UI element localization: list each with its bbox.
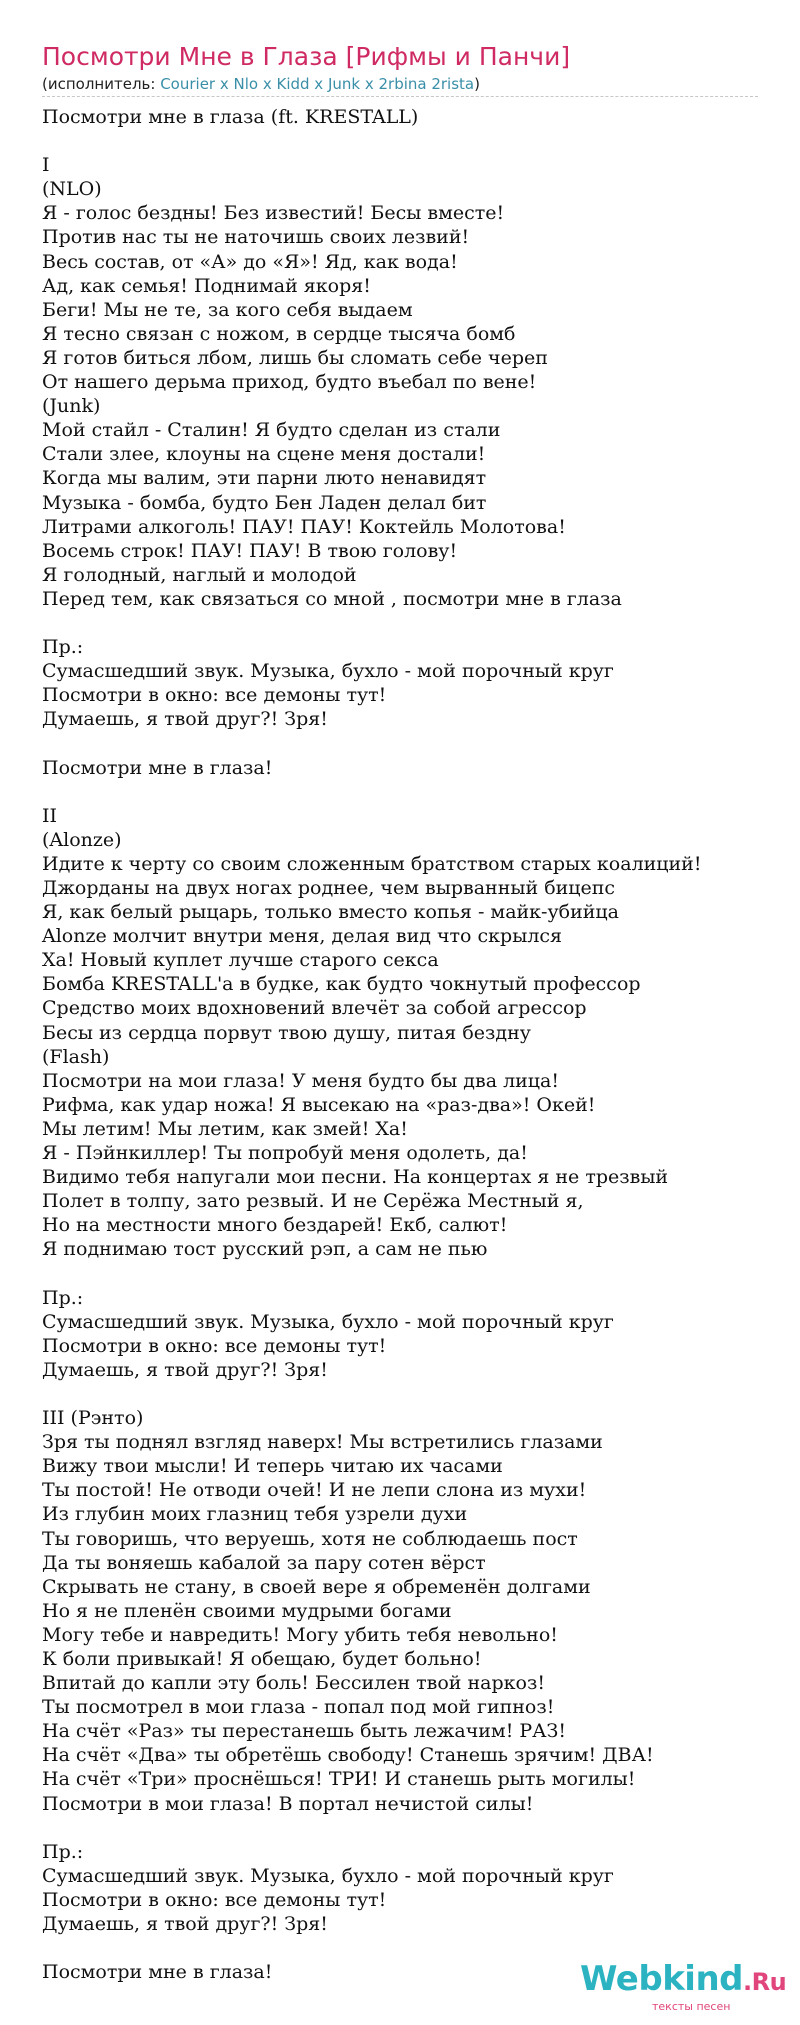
song-page bbox=[42, 0, 758, 1984]
lyrics-line: Впитай до капли эту боль! Бессилен твой наркоз! bbox=[42, 1672, 545, 1695]
lyrics-line: Посмотри в окно: все демоны тут! bbox=[42, 1888, 387, 1911]
lyrics-line: Сумасшедший звук. Музыка, бухло - мой порочный круг bbox=[42, 1864, 614, 1887]
lyrics-line: Я поднимаю тост русский рэп, а сам не пью bbox=[42, 1238, 488, 1261]
lyrics-line: Я готов биться лбом, лишь бы сломать себе череп bbox=[42, 346, 548, 369]
lyrics-line: Сумасшедший звук. Музыка, бухло - мой порочный круг bbox=[42, 660, 614, 683]
lyrics-line: I bbox=[42, 154, 50, 177]
lyrics-line: Скрывать не стану, в своей вере я обременён долгами bbox=[42, 1575, 591, 1598]
lyrics-line: Я - голос бездны! Без известий! Бесы вместе! bbox=[42, 202, 505, 225]
lyrics-line: Ты говоришь, что веруешь, хотя не соблюдаешь пост bbox=[42, 1527, 578, 1550]
lyrics-blank-line bbox=[42, 731, 758, 755]
lyrics-blank-line bbox=[42, 1936, 758, 1960]
lyrics-line: Пр.: bbox=[42, 1840, 84, 1863]
lyrics-line: Средство моих вдохновений влечёт за собой агрессор bbox=[42, 997, 587, 1020]
lyrics-line: Из глубин моих глазниц тебя узрели духи bbox=[42, 1503, 468, 1526]
lyrics-line: Полет в толпу, зато резвый. И не Серёжа Местный я, bbox=[42, 1190, 584, 1213]
lyrics-line: Посмотри в мои глаза! В портал нечистой силы! bbox=[42, 1792, 534, 1815]
artist-link[interactable]: Courier x Nlo x Kidd x Junk x 2rbina 2rista bbox=[160, 75, 475, 93]
lyrics-line: Джорданы на двух ногах роднее, чем вырванный бицепс bbox=[42, 877, 616, 899]
lyrics-line: Сумасшедший звук. Музыка, бухло - мой порочный круг bbox=[42, 1310, 614, 1333]
lyrics-line: Посмотри на мои глаза! У меня будто бы два лица! bbox=[42, 1069, 559, 1092]
lyrics-line: На счёт «Раз» ты перестанешь быть лежачим! РАЗ! bbox=[42, 1720, 567, 1743]
lyrics-line: От нашего дерьма приход, будто въебал по вене! bbox=[42, 371, 537, 394]
lyrics-line: Мой стайл - Сталин! Я будто сделан из стали bbox=[42, 419, 501, 442]
lyrics-line: Да ты воняешь кабалой за пару сотен вёрст bbox=[42, 1551, 486, 1574]
lyrics-line: Беги! Мы не те, за кого себя выдаем bbox=[42, 298, 413, 321]
artist-line bbox=[42, 74, 758, 94]
lyrics-line: Посмотри в окно: все демоны тут! bbox=[42, 684, 387, 707]
lyrics-line: Против нас ты не наточишь своих лезвий! bbox=[42, 226, 470, 249]
lyrics-line: (Junk) bbox=[42, 395, 101, 418]
lyrics-line: На счёт «Два» ты обретёшь свободу! Станешь зрячим! ДВА! bbox=[42, 1744, 654, 1767]
lyrics-blank-line bbox=[42, 1816, 758, 1840]
lyrics-body bbox=[42, 105, 758, 1984]
lyrics-line: Рифма, как удар ножа! Я высекаю на «раз-два»! Окей! bbox=[42, 1093, 596, 1116]
lyrics-line: Вижу твои мысли! И теперь читаю их часами bbox=[42, 1455, 503, 1478]
lyrics-blank-line bbox=[42, 780, 758, 804]
lyrics-line: Могу тебе и навредить! Могу убить тебя невольно! bbox=[42, 1623, 558, 1646]
lyrics-line: Литрами алкоголь! ПАУ! ПАУ! Коктейль Молотова! bbox=[42, 515, 566, 538]
lyrics-line: Бомба KRESTALL'а в будке, как будто чокнутый профессор bbox=[42, 973, 641, 996]
lyrics-line: Думаешь, я твой друг?! Зря! bbox=[42, 1913, 328, 1936]
header-divider bbox=[42, 96, 758, 97]
lyrics-line: Я тесно связан с ножом, в сердце тысяча бомб bbox=[42, 322, 516, 345]
lyrics-line: Бесы из сердца порвут твою душу, питая бездну bbox=[42, 1021, 531, 1044]
lyrics-line: Посмотри мне в глаза! bbox=[42, 1961, 273, 1984]
lyrics-line: Музыка - бомба, будто Бен Ладен делал бит bbox=[42, 491, 487, 514]
lyrics-line: Ты посмотрел в мои глаза - попал под мой гипноз! bbox=[42, 1696, 555, 1719]
lyrics-blank-line bbox=[42, 611, 758, 635]
lyrics-line: Ты постой! Не отводи очей! И не лепи слона из мухи! bbox=[42, 1479, 587, 1502]
lyrics-line: Идите к черту со своим сложенным братством старых коалиций! bbox=[42, 852, 702, 875]
lyrics-line: Стали злее, клоуны на сцене меня достали! bbox=[42, 443, 486, 466]
lyrics-line: III (Рэнто) bbox=[42, 1407, 144, 1430]
artist-suffix: ) bbox=[474, 75, 480, 93]
lyrics-blank-line bbox=[42, 129, 758, 153]
lyrics-line: К боли привыкай! Я обещаю, будет больно! bbox=[42, 1648, 482, 1670]
lyrics-line: Весь состав, от «А» до «Я»! Яд, как вода! bbox=[42, 250, 458, 273]
site-logo[interactable] bbox=[580, 1959, 787, 2013]
lyrics-line: Восемь строк! ПАУ! ПАУ! В твою голову! bbox=[42, 539, 458, 562]
lyrics-line: Я голодный, наглый и молодой bbox=[42, 563, 357, 586]
logo-brand: Webkind bbox=[580, 1959, 743, 1999]
lyrics-line: Пр.: bbox=[42, 636, 84, 659]
lyrics-blank-line bbox=[42, 1382, 758, 1406]
lyrics-line: Я - Пэйнкиллер! Ты попробуй меня одолеть, да! bbox=[42, 1142, 528, 1165]
lyrics-line: На счёт «Три» проснёшься! ТРИ! И станешь рыть могилы! bbox=[42, 1768, 636, 1791]
lyrics-line: Посмотри мне в глаза! bbox=[42, 756, 273, 779]
lyrics-line: Перед тем, как связаться со мной , посмотри мне в глаза bbox=[42, 587, 622, 610]
lyrics-line: II bbox=[42, 804, 58, 827]
lyrics-line: Думаешь, я твой друг?! Зря! bbox=[42, 1358, 328, 1381]
lyrics-line: Alonze молчит внутри меня, делая вид что скрылся bbox=[42, 925, 563, 948]
lyrics-line: (Flash) bbox=[42, 1045, 110, 1068]
lyrics-blank-line bbox=[42, 1262, 758, 1286]
lyrics-line: Думаешь, я твой друг?! Зря! bbox=[42, 708, 328, 731]
lyrics-line: Пр.: bbox=[42, 1286, 84, 1309]
lyrics-line: Но я не пленён своими мудрыми богами bbox=[42, 1599, 452, 1622]
lyrics-line: Видимо тебя напугали мои песни. На концертах я не трезвый bbox=[42, 1166, 669, 1189]
lyrics-line: (NLO) bbox=[42, 178, 102, 201]
song-title: Посмотри Мне в Глаза [Рифмы и Панчи] bbox=[42, 42, 571, 71]
lyrics-line: Посмотри в окно: все демоны тут! bbox=[42, 1334, 387, 1357]
lyrics-line: Когда мы валим, эти парни люто ненавидят bbox=[42, 467, 487, 490]
lyrics-line: Но на местности много бездарей! Екб, салют! bbox=[42, 1214, 508, 1237]
lyrics-line: Ад, как семья! Поднимай якоря! bbox=[42, 274, 371, 297]
logo-wordmark bbox=[580, 1959, 787, 2001]
lyrics-line: (Alonze) bbox=[42, 828, 122, 851]
lyrics-line: Я, как белый рыцарь, только вместо копья - майк-убийца bbox=[42, 901, 619, 924]
artist-prefix: (исполнитель: bbox=[42, 75, 161, 93]
logo-tld: .Ru bbox=[743, 1968, 787, 1996]
lyrics-line: Зря ты поднял взгляд наверх! Мы встретились глазами bbox=[42, 1431, 603, 1454]
logo-tagline: тексты песен bbox=[652, 2000, 731, 2013]
lyrics-line: Мы летим! Мы летим, как змей! Ха! bbox=[42, 1117, 408, 1140]
lyrics-line: Посмотри мне в глаза (ft. KRESTALL) bbox=[42, 106, 419, 128]
lyrics-line: Ха! Новый куплет лучше старого секса bbox=[42, 949, 439, 972]
